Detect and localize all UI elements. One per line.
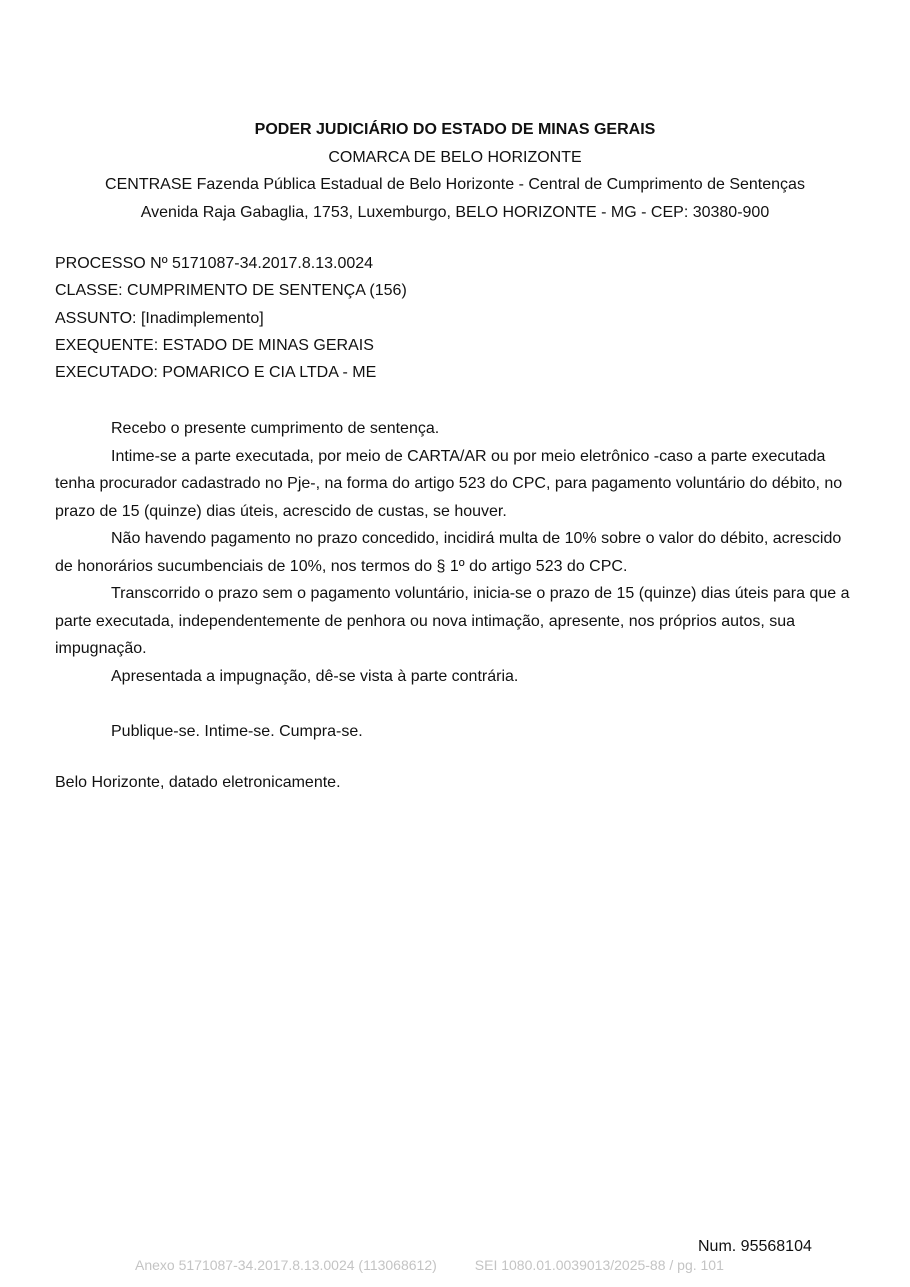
annex-reference: Anexo 5171087-34.2017.8.13.0024 (113068612) — [135, 1257, 437, 1273]
document-number: Num. 95568104 — [698, 1238, 812, 1255]
sei-reference: SEI 1080.01.0039013/2025-88 / pg. 101 — [474, 1257, 724, 1273]
signoff: Belo Horizonte, datado eletronicamente. — [55, 774, 341, 791]
annex-footer — [135, 1257, 724, 1273]
paragraph: Intime-se a parte executada, por meio de CARTA/AR ou por meio eletrônico -caso a parte executada tenha procurador cadastrado no Pje-, na forma do artigo 523 do CPC, para pagamento voluntário do débito, no prazo de 15 (quinze) dias úteis, acrescido de custas, se houver. — [55, 447, 843, 520]
district-name: COMARCA DE BELO HORIZONTE — [328, 148, 582, 166]
paragraph-closing: Publique-se. Intime-se. Cumpra-se. — [111, 722, 363, 740]
decision-body — [55, 415, 855, 745]
paragraph: Apresentada a impugnação, dê-se vista à parte contrária. — [111, 667, 519, 685]
case-class: CLASSE: CUMPRIMENTO DE SENTENÇA (156) — [55, 282, 407, 300]
court-address: Avenida Raja Gabaglia, 1753, Luxemburgo, BELO HORIZONTE - MG - CEP: 30380-900 — [140, 203, 770, 221]
case-subject: ASSUNTO: [Inadimplemento] — [55, 309, 264, 327]
paragraph: Transcorrido o prazo sem o pagamento voluntário, inicia-se o prazo de 15 (quinze) dias úteis para que a parte executada, independentemente de penhora ou nova intimação, apresente, nos próprios autos, sua impugnação. — [55, 585, 850, 657]
process-number: PROCESSO Nº 5171087-34.2017.8.13.0024 — [55, 255, 374, 272]
court-name: PODER JUDICIÁRIO DO ESTADO DE MINAS GERAIS — [254, 121, 656, 138]
unit-name: CENTRASE Fazenda Pública Estadual de Belo Horizonte - Central de Cumprimento de Sentenças — [105, 176, 805, 193]
paragraph: Recebo o presente cumprimento de sentença. — [111, 420, 440, 437]
case-defendant: EXECUTADO: POMARICO E CIA LTDA - ME — [55, 364, 377, 382]
case-plaintiff: EXEQUENTE: ESTADO DE MINAS GERAIS — [55, 336, 374, 354]
case-info — [55, 250, 407, 386]
document-header — [0, 116, 910, 226]
paragraph: Não havendo pagamento no prazo concedido, incidirá multa de 10% sobre o valor do débito, acrescido de honorários sucumbenciais de 10%, nos termos do § 1º do artigo 523 do CPC. — [55, 530, 842, 575]
